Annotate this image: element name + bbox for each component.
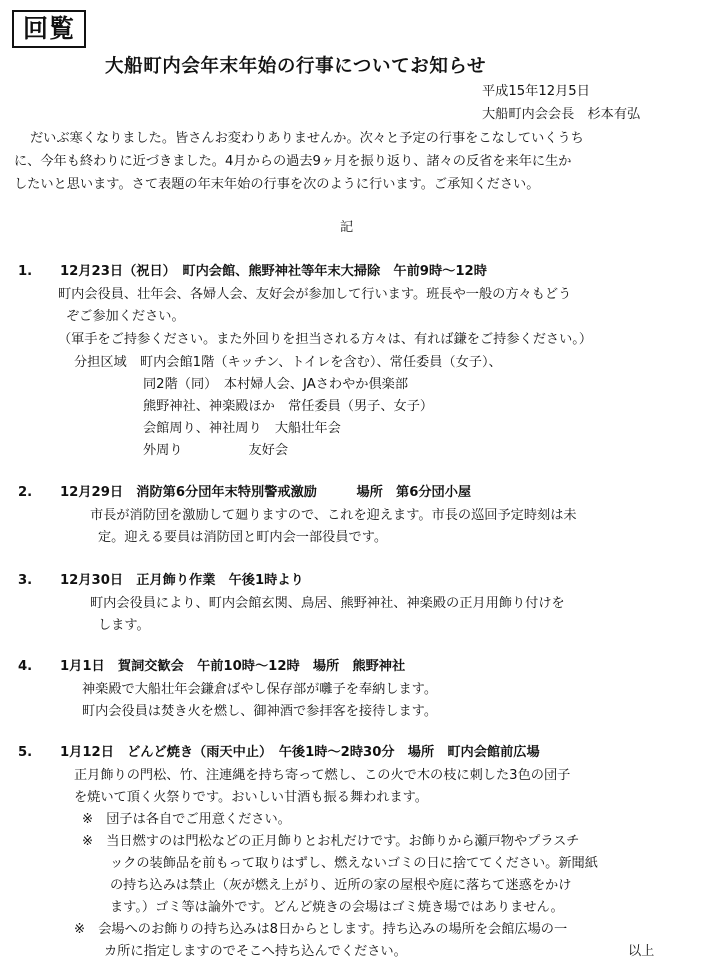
item-1-line: 外周り 友好会 <box>143 443 289 458</box>
item-heading-2: 12月29日 消防第6分団年末特別警戒激励 場所 第6分団小屋 <box>60 485 472 500</box>
item-5-line: ックの装飾品を前もって取りはずし、燃えないゴミの日に捨ててください。新聞紙 <box>110 856 598 871</box>
item-number-2: 2. <box>18 485 33 500</box>
item-5-note: ※ 会場へのお飾りの持ち込みは8日からとします。持ち込みの場所を会館広場の一 <box>74 922 568 937</box>
item-heading-3: 12月30日 正月飾り作業 午後1時より <box>60 573 304 588</box>
item-number-1: 1. <box>18 264 33 279</box>
item-1-line: （軍手をご持参ください。また外回りを担当される方々は、有れば鎌をご持参ください。） <box>58 332 593 347</box>
item-4-line: 神楽殿で大船壮年会鎌倉ばやし保存部が囃子を奉納します。 <box>82 682 438 697</box>
item-1-line: 町内会役員、壮年会、各婦人会、友好会が参加して行います。班長や一般の方々もどう <box>58 287 572 302</box>
item-1-line: ぞご参加ください。 <box>66 309 185 324</box>
author: 大船町内会会長 杉本有弘 <box>482 107 641 122</box>
item-1-line: 分担区域 町内会館1階（キッチン、トイレを含む）、常任委員（女子）、 <box>74 355 502 370</box>
item-3-line: 町内会役員により、町内会館玄関、鳥居、熊野神社、神楽殿の正月用飾り付けを <box>90 596 565 611</box>
item-1-line: 熊野神社、神楽殿ほか 常任委員（男子、女子） <box>143 399 434 414</box>
item-5-line: 正月飾りの門松、竹、注連縄を持ち寄って燃し、この火で木の枝に刺した3色の団子 <box>74 768 571 783</box>
item-5-line: ます。）ゴミ等は論外です。どんど焼きの会場はゴミ焼き場ではありません。 <box>110 900 564 915</box>
item-heading-5: 1月12日 どんど焼き（雨天中止） 午後1時～2時30分 場所 町内会館前広場 <box>60 745 540 760</box>
item-2-line: 市長が消防団を激励して廻りますので、これを迎えます。市長の巡回予定時刻は未 <box>90 508 577 523</box>
item-heading-1: 12月23日（祝日） 町内会館、熊野神社等年末大掃除 午前9時～12時 <box>60 264 487 279</box>
issue-date: 平成15年12月5日 <box>482 84 590 99</box>
item-5-line: カ所に指定しますのでそこへ持ち込んでください。 <box>104 944 407 959</box>
circulation-stamp: 回覧 <box>12 10 86 48</box>
item-number-5: 5. <box>18 745 33 760</box>
ki-marker: 記 <box>340 220 354 235</box>
closing-word: 以上 <box>628 944 655 959</box>
intro-line-1: だいぶ寒くなりました。皆さんお変わりありませんか。次々と予定の行事をこなしていくうち <box>30 131 584 146</box>
item-5-line: を焼いて頂く火祭りです。おいしい甘酒も振る舞われます。 <box>74 790 428 805</box>
item-4-line: 町内会役員は焚き火を燃し、御神酒で参拝客を接待します。 <box>82 704 438 719</box>
item-3-line: します。 <box>98 618 150 633</box>
item-number-3: 3. <box>18 573 33 588</box>
intro-line-2: に、今年も終わりに近づきました。4月からの過去9ヶ月を振り返り、諸々の反省を来年に生か <box>14 154 572 169</box>
document-title: 大船町内会年末年始の行事についてお知らせ <box>105 56 487 77</box>
item-number-4: 4. <box>18 659 33 674</box>
item-2-line: 定。迎える要員は消防団と町内会一部役員です。 <box>98 530 388 545</box>
item-1-line: 会館周り、神社周り 大船壮年会 <box>143 421 341 436</box>
item-5-note: ※ 当日燃すのは門松などの正月飾りとお札だけです。お飾りから瀬戸物やプラスチ <box>82 834 580 849</box>
intro-line-3: したいと思います。さて表題の年末年始の行事を次のように行います。ご承知ください。 <box>14 177 540 192</box>
item-5-note: ※ 団子は各自でご用意ください。 <box>82 812 291 827</box>
item-5-line: の持ち込みは禁止（灰が燃え上がり、近所の家の屋根や庭に落ちて迷惑をかけ <box>110 878 572 893</box>
item-1-line: 同2階（同） 本村婦人会、JAさわやか倶楽部 <box>143 377 409 392</box>
item-heading-4: 1月1日 賀詞交歓会 午前10時～12時 場所 熊野神社 <box>60 659 406 674</box>
